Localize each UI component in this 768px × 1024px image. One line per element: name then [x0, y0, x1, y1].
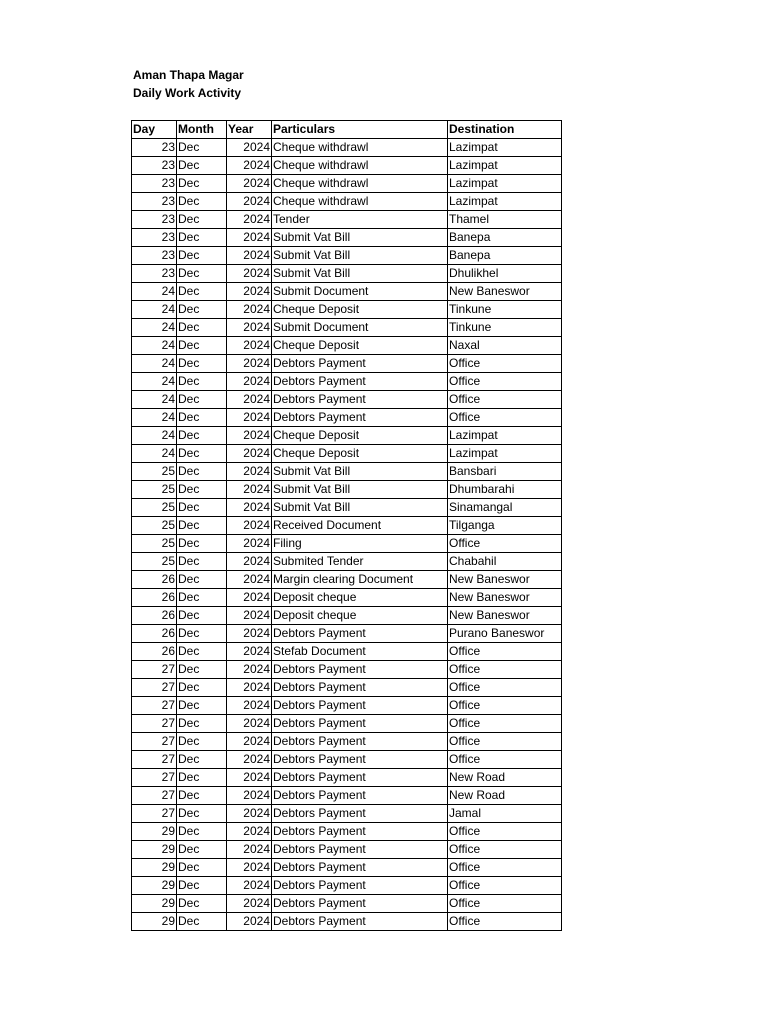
cell-year[interactable]: 2024 — [227, 427, 272, 445]
cell-month[interactable]: Dec — [177, 283, 227, 301]
cell-day[interactable]: 25 — [132, 481, 177, 499]
cell-year[interactable]: 2024 — [227, 337, 272, 355]
table-header-row — [132, 121, 562, 139]
cell-year[interactable]: 2024 — [227, 715, 272, 733]
cell-month[interactable]: Dec — [177, 499, 227, 517]
table-row — [132, 571, 562, 589]
cell-particulars[interactable]: Debtors Payment — [272, 751, 448, 769]
cell-year[interactable]: 2024 — [227, 571, 272, 589]
cell-month[interactable]: Dec — [177, 787, 227, 805]
cell-destination[interactable]: Purano Baneswor — [448, 625, 562, 643]
cell-year[interactable]: 2024 — [227, 661, 272, 679]
cell-particulars[interactable]: Submit Vat Bill — [272, 481, 448, 499]
table-row — [132, 409, 562, 427]
cell-day[interactable]: 24 — [132, 355, 177, 373]
cell-month[interactable]: Dec — [177, 607, 227, 625]
cell-month[interactable]: Dec — [177, 157, 227, 175]
cell-day[interactable]: 25 — [132, 535, 177, 553]
table-row — [132, 661, 562, 679]
cell-destination[interactable]: Lazimpat — [448, 427, 562, 445]
cell-day[interactable]: 23 — [132, 175, 177, 193]
cell-particulars[interactable]: Cheque withdrawl — [272, 193, 448, 211]
cell-year[interactable]: 2024 — [227, 823, 272, 841]
cell-day[interactable]: 24 — [132, 391, 177, 409]
cell-destination[interactable]: Tilganga — [448, 517, 562, 535]
cell-month[interactable]: Dec — [177, 589, 227, 607]
cell-destination[interactable]: Banepa — [448, 247, 562, 265]
cell-destination[interactable]: Office — [448, 715, 562, 733]
cell-particulars[interactable]: Debtors Payment — [272, 895, 448, 913]
cell-day[interactable]: 26 — [132, 625, 177, 643]
cell-particulars[interactable]: Debtors Payment — [272, 877, 448, 895]
cell-destination[interactable]: New Baneswor — [448, 283, 562, 301]
column-header-destination[interactable]: Destination — [448, 121, 562, 139]
cell-day[interactable]: 24 — [132, 409, 177, 427]
cell-month[interactable]: Dec — [177, 265, 227, 283]
table-row — [132, 463, 562, 481]
cell-month[interactable]: Dec — [177, 661, 227, 679]
column-header-particulars[interactable]: Particulars — [272, 121, 448, 139]
cell-day[interactable]: 23 — [132, 211, 177, 229]
cell-month[interactable]: Dec — [177, 643, 227, 661]
cell-year[interactable]: 2024 — [227, 877, 272, 895]
cell-year[interactable]: 2024 — [227, 193, 272, 211]
cell-year[interactable]: 2024 — [227, 805, 272, 823]
cell-month[interactable]: Dec — [177, 211, 227, 229]
cell-month[interactable]: Dec — [177, 391, 227, 409]
cell-day[interactable]: 25 — [132, 553, 177, 571]
cell-year[interactable]: 2024 — [227, 589, 272, 607]
cell-day[interactable]: 24 — [132, 301, 177, 319]
cell-day[interactable]: 25 — [132, 499, 177, 517]
cell-year[interactable]: 2024 — [227, 157, 272, 175]
column-header-month[interactable]: Month — [177, 121, 227, 139]
cell-year[interactable]: 2024 — [227, 355, 272, 373]
table-row — [132, 211, 562, 229]
cell-particulars[interactable]: Margin clearing Document — [272, 571, 448, 589]
cell-year[interactable]: 2024 — [227, 139, 272, 157]
cell-year[interactable]: 2024 — [227, 409, 272, 427]
cell-month[interactable]: Dec — [177, 409, 227, 427]
table-row — [132, 697, 562, 715]
cell-particulars[interactable]: Debtors Payment — [272, 715, 448, 733]
cell-day[interactable]: 27 — [132, 805, 177, 823]
cell-year[interactable]: 2024 — [227, 175, 272, 193]
cell-day[interactable]: 26 — [132, 589, 177, 607]
cell-year[interactable]: 2024 — [227, 481, 272, 499]
table-row — [132, 679, 562, 697]
cell-destination[interactable]: Thamel — [448, 211, 562, 229]
cell-particulars[interactable]: Stefab Document — [272, 643, 448, 661]
cell-year[interactable]: 2024 — [227, 463, 272, 481]
cell-destination[interactable]: Lazimpat — [448, 157, 562, 175]
cell-day[interactable]: 24 — [132, 427, 177, 445]
cell-particulars[interactable]: Cheque withdrawl — [272, 139, 448, 157]
column-header-day[interactable]: Day — [132, 121, 177, 139]
cell-year[interactable]: 2024 — [227, 733, 272, 751]
cell-destination[interactable]: Tinkune — [448, 319, 562, 337]
cell-particulars[interactable]: Debtors Payment — [272, 841, 448, 859]
cell-particulars[interactable]: Cheque Deposit — [272, 445, 448, 463]
cell-day[interactable]: 26 — [132, 607, 177, 625]
cell-year[interactable]: 2024 — [227, 787, 272, 805]
cell-particulars[interactable]: Debtors Payment — [272, 805, 448, 823]
cell-year[interactable]: 2024 — [227, 697, 272, 715]
cell-month[interactable]: Dec — [177, 193, 227, 211]
cell-month[interactable]: Dec — [177, 517, 227, 535]
cell-destination[interactable]: Banepa — [448, 229, 562, 247]
table-row — [132, 895, 562, 913]
table-row — [132, 193, 562, 211]
cell-particulars[interactable]: Debtors Payment — [272, 625, 448, 643]
table-row — [132, 787, 562, 805]
cell-month[interactable]: Dec — [177, 553, 227, 571]
cell-day[interactable]: 23 — [132, 229, 177, 247]
cell-particulars[interactable]: Debtors Payment — [272, 355, 448, 373]
cell-day[interactable]: 24 — [132, 337, 177, 355]
cell-year[interactable]: 2024 — [227, 841, 272, 859]
cell-year[interactable]: 2024 — [227, 751, 272, 769]
cell-year[interactable]: 2024 — [227, 445, 272, 463]
cell-particulars[interactable]: Submit Vat Bill — [272, 265, 448, 283]
cell-particulars[interactable]: Debtors Payment — [272, 661, 448, 679]
cell-particulars[interactable]: Submit Vat Bill — [272, 499, 448, 517]
cell-destination[interactable]: New Road — [448, 769, 562, 787]
cell-destination[interactable]: Office — [448, 391, 562, 409]
cell-day[interactable]: 29 — [132, 841, 177, 859]
cell-particulars[interactable]: Debtors Payment — [272, 859, 448, 877]
cell-month[interactable]: Dec — [177, 823, 227, 841]
table-row — [132, 859, 562, 877]
cell-destination[interactable]: Lazimpat — [448, 193, 562, 211]
cell-destination[interactable]: Office — [448, 895, 562, 913]
cell-month[interactable]: Dec — [177, 445, 227, 463]
cell-destination[interactable]: Office — [448, 373, 562, 391]
cell-particulars[interactable]: Cheque Deposit — [272, 427, 448, 445]
table-row — [132, 481, 562, 499]
cell-particulars[interactable]: Debtors Payment — [272, 697, 448, 715]
table-row — [132, 715, 562, 733]
cell-particulars[interactable]: Debtors Payment — [272, 769, 448, 787]
cell-year[interactable]: 2024 — [227, 211, 272, 229]
cell-year[interactable]: 2024 — [227, 283, 272, 301]
cell-destination[interactable]: New Baneswor — [448, 589, 562, 607]
cell-month[interactable]: Dec — [177, 175, 227, 193]
table-row — [132, 283, 562, 301]
cell-destination[interactable]: Sinamangal — [448, 499, 562, 517]
cell-destination[interactable]: Naxal — [448, 337, 562, 355]
table-row — [132, 175, 562, 193]
table-row — [132, 553, 562, 571]
cell-month[interactable]: Dec — [177, 247, 227, 265]
table-row — [132, 355, 562, 373]
table-row — [132, 265, 562, 283]
cell-month[interactable]: Dec — [177, 841, 227, 859]
cell-day[interactable]: 29 — [132, 823, 177, 841]
cell-day[interactable]: 29 — [132, 913, 177, 931]
cell-particulars[interactable]: Cheque Deposit — [272, 337, 448, 355]
cell-month[interactable]: Dec — [177, 769, 227, 787]
cell-year[interactable]: 2024 — [227, 679, 272, 697]
cell-month[interactable]: Dec — [177, 859, 227, 877]
cell-year[interactable]: 2024 — [227, 643, 272, 661]
cell-month[interactable]: Dec — [177, 733, 227, 751]
cell-month[interactable]: Dec — [177, 895, 227, 913]
table-row — [132, 877, 562, 895]
cell-year[interactable]: 2024 — [227, 895, 272, 913]
cell-month[interactable]: Dec — [177, 355, 227, 373]
cell-particulars[interactable]: Debtors Payment — [272, 913, 448, 931]
cell-destination[interactable]: Office — [448, 409, 562, 427]
cell-month[interactable]: Dec — [177, 913, 227, 931]
cell-particulars[interactable]: Deposit cheque — [272, 607, 448, 625]
document-title: Daily Work Activity — [133, 86, 242, 100]
cell-month[interactable]: Dec — [177, 715, 227, 733]
table-row — [132, 427, 562, 445]
cell-particulars[interactable]: Debtors Payment — [272, 373, 448, 391]
table-row — [132, 247, 562, 265]
cell-day[interactable]: 23 — [132, 139, 177, 157]
cell-year[interactable]: 2024 — [227, 301, 272, 319]
cell-day[interactable]: 27 — [132, 769, 177, 787]
column-header-year[interactable]: Year — [227, 121, 272, 139]
cell-day[interactable]: 27 — [132, 679, 177, 697]
cell-particulars[interactable]: Cheque Deposit — [272, 301, 448, 319]
cell-destination[interactable]: Office — [448, 841, 562, 859]
cell-month[interactable]: Dec — [177, 751, 227, 769]
table-row — [132, 625, 562, 643]
table-row — [132, 841, 562, 859]
cell-year[interactable]: 2024 — [227, 913, 272, 931]
cell-day[interactable]: 24 — [132, 319, 177, 337]
table-row — [132, 589, 562, 607]
table-row — [132, 643, 562, 661]
cell-month[interactable]: Dec — [177, 229, 227, 247]
cell-particulars[interactable]: Cheque withdrawl — [272, 157, 448, 175]
cell-destination[interactable]: Office — [448, 751, 562, 769]
cell-year[interactable]: 2024 — [227, 373, 272, 391]
cell-month[interactable]: Dec — [177, 463, 227, 481]
cell-destination[interactable]: Dhulikhel — [448, 265, 562, 283]
cell-day[interactable]: 26 — [132, 643, 177, 661]
cell-particulars[interactable]: Debtors Payment — [272, 733, 448, 751]
cell-month[interactable]: Dec — [177, 319, 227, 337]
table-row — [132, 319, 562, 337]
cell-destination[interactable]: Office — [448, 697, 562, 715]
table-row — [132, 373, 562, 391]
cell-day[interactable]: 27 — [132, 751, 177, 769]
table-row — [132, 391, 562, 409]
cell-particulars[interactable]: Deposit cheque — [272, 589, 448, 607]
cell-month[interactable]: Dec — [177, 679, 227, 697]
cell-day[interactable]: 27 — [132, 715, 177, 733]
cell-year[interactable]: 2024 — [227, 229, 272, 247]
cell-day[interactable]: 24 — [132, 373, 177, 391]
cell-particulars[interactable]: Submit Document — [272, 319, 448, 337]
cell-month[interactable]: Dec — [177, 301, 227, 319]
cell-month[interactable]: Dec — [177, 481, 227, 499]
cell-destination[interactable]: Office — [448, 913, 562, 931]
cell-month[interactable]: Dec — [177, 805, 227, 823]
table-row — [132, 751, 562, 769]
cell-destination[interactable]: Jamal — [448, 805, 562, 823]
cell-particulars[interactable]: Debtors Payment — [272, 823, 448, 841]
cell-destination[interactable]: Lazimpat — [448, 139, 562, 157]
cell-destination[interactable]: Office — [448, 823, 562, 841]
table-body — [132, 139, 562, 931]
cell-year[interactable]: 2024 — [227, 265, 272, 283]
cell-day[interactable]: 25 — [132, 517, 177, 535]
cell-particulars[interactable]: Filing — [272, 535, 448, 553]
cell-particulars[interactable]: Debtors Payment — [272, 787, 448, 805]
cell-particulars[interactable]: Submit Vat Bill — [272, 463, 448, 481]
cell-day[interactable]: 23 — [132, 247, 177, 265]
cell-destination[interactable]: Lazimpat — [448, 175, 562, 193]
cell-destination[interactable]: New Baneswor — [448, 607, 562, 625]
table-row — [132, 607, 562, 625]
table-row — [132, 139, 562, 157]
cell-day[interactable]: 27 — [132, 661, 177, 679]
cell-year[interactable]: 2024 — [227, 391, 272, 409]
cell-destination[interactable]: Office — [448, 679, 562, 697]
table-row — [132, 733, 562, 751]
table-row — [132, 301, 562, 319]
cell-year[interactable]: 2024 — [227, 553, 272, 571]
cell-year[interactable]: 2024 — [227, 859, 272, 877]
cell-day[interactable]: 24 — [132, 445, 177, 463]
cell-destination[interactable]: Office — [448, 355, 562, 373]
cell-destination[interactable]: Office — [448, 877, 562, 895]
table-row — [132, 535, 562, 553]
cell-month[interactable]: Dec — [177, 535, 227, 553]
table-row — [132, 517, 562, 535]
cell-month[interactable]: Dec — [177, 625, 227, 643]
table-row — [132, 157, 562, 175]
cell-day[interactable]: 23 — [132, 265, 177, 283]
cell-year[interactable]: 2024 — [227, 625, 272, 643]
cell-destination[interactable]: Tinkune — [448, 301, 562, 319]
cell-day[interactable]: 27 — [132, 787, 177, 805]
cell-destination[interactable]: Dhumbarahi — [448, 481, 562, 499]
document-header — [133, 66, 244, 102]
employee-name: Aman Thapa Magar — [133, 68, 244, 82]
cell-month[interactable]: Dec — [177, 571, 227, 589]
cell-month[interactable]: Dec — [177, 697, 227, 715]
cell-day[interactable]: 23 — [132, 193, 177, 211]
cell-month[interactable]: Dec — [177, 337, 227, 355]
table-row — [132, 337, 562, 355]
table-row — [132, 499, 562, 517]
cell-year[interactable]: 2024 — [227, 535, 272, 553]
cell-day[interactable]: 29 — [132, 859, 177, 877]
table-row — [132, 229, 562, 247]
cell-year[interactable]: 2024 — [227, 769, 272, 787]
cell-particulars[interactable]: Submited Tender — [272, 553, 448, 571]
cell-particulars[interactable]: Debtors Payment — [272, 391, 448, 409]
cell-day[interactable]: 29 — [132, 895, 177, 913]
cell-destination[interactable]: Office — [448, 535, 562, 553]
cell-day[interactable]: 26 — [132, 571, 177, 589]
cell-destination[interactable]: Bansbari — [448, 463, 562, 481]
table-row — [132, 913, 562, 931]
cell-destination[interactable]: New Road — [448, 787, 562, 805]
cell-destination[interactable]: New Baneswor — [448, 571, 562, 589]
cell-day[interactable]: 27 — [132, 733, 177, 751]
cell-particulars[interactable]: Submit Document — [272, 283, 448, 301]
cell-particulars[interactable]: Cheque withdrawl — [272, 175, 448, 193]
cell-particulars[interactable]: Received Document — [272, 517, 448, 535]
cell-particulars[interactable]: Debtors Payment — [272, 679, 448, 697]
cell-month[interactable]: Dec — [177, 373, 227, 391]
cell-destination[interactable]: Office — [448, 643, 562, 661]
table-row — [132, 445, 562, 463]
cell-destination[interactable]: Lazimpat — [448, 445, 562, 463]
cell-month[interactable]: Dec — [177, 877, 227, 895]
cell-day[interactable]: 23 — [132, 157, 177, 175]
cell-day[interactable]: 25 — [132, 463, 177, 481]
cell-day[interactable]: 29 — [132, 877, 177, 895]
cell-month[interactable]: Dec — [177, 139, 227, 157]
cell-year[interactable]: 2024 — [227, 319, 272, 337]
cell-destination[interactable]: Office — [448, 859, 562, 877]
table-row — [132, 769, 562, 787]
cell-year[interactable]: 2024 — [227, 517, 272, 535]
cell-destination[interactable]: Office — [448, 733, 562, 751]
cell-particulars[interactable]: Debtors Payment — [272, 409, 448, 427]
cell-particulars[interactable]: Submit Vat Bill — [272, 229, 448, 247]
table-row — [132, 805, 562, 823]
cell-year[interactable]: 2024 — [227, 499, 272, 517]
cell-destination[interactable]: Chabahil — [448, 553, 562, 571]
activity-table — [131, 120, 562, 931]
table-row — [132, 823, 562, 841]
cell-destination[interactable]: Office — [448, 661, 562, 679]
cell-year[interactable]: 2024 — [227, 607, 272, 625]
cell-year[interactable]: 2024 — [227, 247, 272, 265]
cell-day[interactable]: 24 — [132, 283, 177, 301]
cell-month[interactable]: Dec — [177, 427, 227, 445]
cell-day[interactable]: 27 — [132, 697, 177, 715]
cell-particulars[interactable]: Submit Vat Bill — [272, 247, 448, 265]
cell-particulars[interactable]: Tender — [272, 211, 448, 229]
